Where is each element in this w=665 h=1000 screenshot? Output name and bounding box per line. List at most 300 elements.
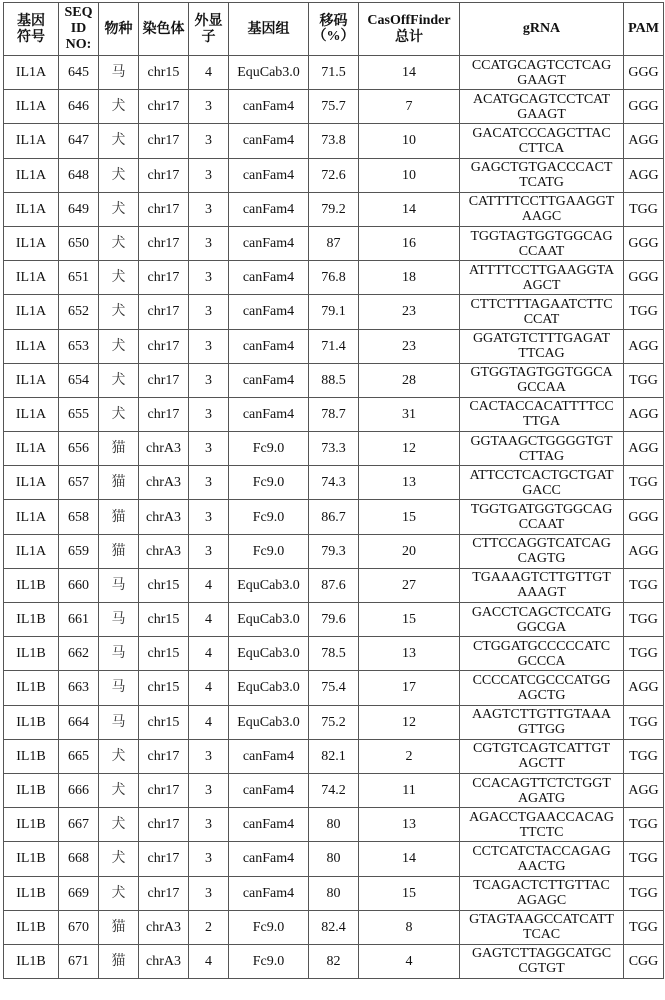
species-cell: 犬 [99, 158, 139, 192]
exon-cell: 3 [189, 842, 229, 876]
casoff-total-cell: 23 [359, 329, 460, 363]
frameshift-percent-cell: 75.7 [309, 90, 359, 124]
chromosome-cell: chr17 [139, 158, 189, 192]
column-header-line: PAM [628, 21, 659, 36]
column-header-line: CasOffFinder [367, 13, 451, 28]
grna-sequence-cell [460, 466, 624, 500]
species-cell: 马 [99, 705, 139, 739]
frameshift-percent-cell: 71.4 [309, 329, 359, 363]
frameshift-percent-cell: 79.3 [309, 534, 359, 568]
column-header-line: 移码 [319, 13, 348, 29]
casoff-total-cell: 16 [359, 226, 460, 260]
grna-sequence-line: AGCTG [517, 687, 566, 703]
exon-cell: 3 [189, 876, 229, 910]
grna-sequence-line: CATTTTCCTTGAAGGT [468, 194, 615, 210]
chromosome-cell: chrA3 [139, 910, 189, 944]
casoff-total-cell: 18 [359, 261, 460, 295]
grna-sequence-line: GTGGTAGTGGTGGCA [470, 365, 613, 381]
grna-sequence-cell [460, 397, 624, 431]
table-row [4, 671, 664, 705]
gene-symbol-cell: IL1B [4, 808, 59, 842]
gene-symbol-cell: IL1A [4, 226, 59, 260]
grna-sequence-cell [460, 90, 624, 124]
table-row [4, 261, 664, 295]
species-cell: 猫 [99, 944, 139, 978]
chromosome-cell: chr17 [139, 329, 189, 363]
exon-cell: 4 [189, 56, 229, 90]
pam-cell: GGG [624, 500, 664, 534]
column-header-line: 子 [201, 29, 216, 45]
frameshift-percent-cell: 71.5 [309, 56, 359, 90]
grna-sequence-line: ATTCCTCACTGCTGAT [469, 467, 614, 483]
casoff-total-cell: 13 [359, 808, 460, 842]
table-row [4, 705, 664, 739]
frameshift-percent-cell: 73.8 [309, 124, 359, 158]
grna-sequence-line: AAGTCTTGTTGTAAA [472, 707, 611, 723]
species-cell: 犬 [99, 124, 139, 158]
species-cell: 犬 [99, 329, 139, 363]
grna-sequence-line: CGTGT [518, 961, 565, 977]
grna-sequence-line: CAGTG [517, 551, 566, 567]
exon-cell: 3 [189, 363, 229, 397]
seq-id-cell: 667 [59, 808, 99, 842]
species-cell: 猫 [99, 910, 139, 944]
grna-sequence-cell [460, 363, 624, 397]
genome-assembly-cell: canFam4 [229, 226, 309, 260]
grna-sequence-line: GACCTCAGCTCCATG [471, 604, 612, 620]
casoff-total-cell: 28 [359, 363, 460, 397]
pam-cell: TGG [624, 466, 664, 500]
genome-assembly-cell: EquCab3.0 [229, 637, 309, 671]
chromosome-cell: chr17 [139, 876, 189, 910]
table-row [4, 808, 664, 842]
grna-sequence-cell [460, 637, 624, 671]
casoff-total-cell: 13 [359, 637, 460, 671]
chromosome-cell: chrA3 [139, 432, 189, 466]
gene-symbol-cell: IL1A [4, 295, 59, 329]
exon-cell: 4 [189, 705, 229, 739]
gene-symbol-cell: IL1A [4, 124, 59, 158]
frameshift-percent-cell: 79.2 [309, 192, 359, 226]
grna-sequence-line: AAGC [521, 209, 562, 225]
column-header-line: 总计 [395, 29, 423, 45]
table-body [4, 56, 664, 979]
table-row [4, 226, 664, 260]
genome-assembly-cell: Fc9.0 [229, 466, 309, 500]
grna-sequence-line: CCAAT [518, 243, 565, 259]
column-header-genome [229, 3, 309, 56]
species-cell: 犬 [99, 397, 139, 431]
casoff-total-cell: 14 [359, 842, 460, 876]
species-cell: 马 [99, 568, 139, 602]
seq-id-cell: 660 [59, 568, 99, 602]
grna-sequence-cell [460, 432, 624, 466]
grna-sequence-line: GGCGA [516, 619, 567, 635]
species-cell: 马 [99, 637, 139, 671]
seq-id-cell: 653 [59, 329, 99, 363]
grna-sequence-line: GAAGT [517, 72, 566, 88]
pam-cell: TGG [624, 876, 664, 910]
gene-symbol-cell: IL1B [4, 568, 59, 602]
casoff-total-cell: 31 [359, 397, 460, 431]
grna-sequence-line: AACTG [517, 858, 566, 874]
casoff-total-cell: 8 [359, 910, 460, 944]
frameshift-percent-cell: 82.1 [309, 739, 359, 773]
seq-id-cell: 648 [59, 158, 99, 192]
exon-cell: 3 [189, 295, 229, 329]
exon-cell: 3 [189, 397, 229, 431]
species-cell: 犬 [99, 90, 139, 124]
table-row [4, 500, 664, 534]
table-header [4, 3, 664, 56]
table-row [4, 192, 664, 226]
casoff-total-cell: 17 [359, 671, 460, 705]
exon-cell: 3 [189, 124, 229, 158]
seq-id-cell: 666 [59, 773, 99, 807]
pam-cell: TGG [624, 192, 664, 226]
table-row [4, 944, 664, 978]
frameshift-percent-cell: 87.6 [309, 568, 359, 602]
frameshift-percent-cell: 86.7 [309, 500, 359, 534]
species-cell: 犬 [99, 295, 139, 329]
casoff-total-cell: 27 [359, 568, 460, 602]
genome-assembly-cell: canFam4 [229, 739, 309, 773]
pam-cell: GGG [624, 226, 664, 260]
header-row [4, 3, 664, 56]
exon-cell: 4 [189, 637, 229, 671]
pam-cell: GGG [624, 56, 664, 90]
table-row [4, 158, 664, 192]
grna-sequence-cell [460, 124, 624, 158]
genome-assembly-cell: EquCab3.0 [229, 568, 309, 602]
genome-assembly-cell: canFam4 [229, 90, 309, 124]
grna-sequence-line: TTCAG [518, 346, 565, 362]
grna-sequence-line: CTTCCAGGTCATCAG [472, 536, 611, 552]
species-cell: 犬 [99, 876, 139, 910]
seq-id-cell: 654 [59, 363, 99, 397]
genome-assembly-cell: canFam4 [229, 876, 309, 910]
pam-cell: TGG [624, 568, 664, 602]
genome-assembly-cell: canFam4 [229, 808, 309, 842]
grna-sequence-line: TGAAAGTCTTGTTGT [472, 570, 611, 586]
gene-symbol-cell: IL1A [4, 261, 59, 295]
grna-sequence-line: CCAT [523, 311, 560, 327]
casoff-total-cell: 10 [359, 124, 460, 158]
pam-cell: AGG [624, 158, 664, 192]
species-cell: 马 [99, 671, 139, 705]
frameshift-percent-cell: 82.4 [309, 910, 359, 944]
exon-cell: 3 [189, 192, 229, 226]
gene-symbol-cell: IL1B [4, 739, 59, 773]
frameshift-percent-cell: 78.7 [309, 397, 359, 431]
species-cell: 犬 [99, 261, 139, 295]
genome-assembly-cell: canFam4 [229, 773, 309, 807]
casoff-total-cell: 2 [359, 739, 460, 773]
frameshift-percent-cell: 74.3 [309, 466, 359, 500]
chromosome-cell: chr15 [139, 568, 189, 602]
species-cell: 猫 [99, 500, 139, 534]
species-cell: 犬 [99, 192, 139, 226]
exon-cell: 3 [189, 534, 229, 568]
grna-sequence-line: GACATCCCAGCTTAC [472, 125, 611, 141]
exon-cell: 2 [189, 910, 229, 944]
pam-cell: TGG [624, 739, 664, 773]
pam-cell: TGG [624, 808, 664, 842]
frameshift-percent-cell: 82 [309, 944, 359, 978]
pam-cell: TGG [624, 363, 664, 397]
table-row [4, 739, 664, 773]
casoff-total-cell: 12 [359, 705, 460, 739]
frameshift-percent-cell: 80 [309, 808, 359, 842]
grna-sequence-line: AAAGT [517, 585, 566, 601]
grna-sequence-line: AGCTT [518, 756, 565, 772]
chromosome-cell: chr17 [139, 773, 189, 807]
grna-sequence-line: AGAGC [516, 893, 567, 909]
column-header-line: 染色体 [142, 21, 185, 37]
grna-sequence-cell [460, 739, 624, 773]
pam-cell: GGG [624, 261, 664, 295]
column-header-line: 基因 [17, 13, 45, 29]
exon-cell: 3 [189, 432, 229, 466]
exon-cell: 4 [189, 603, 229, 637]
seq-id-cell: 659 [59, 534, 99, 568]
species-cell: 犬 [99, 739, 139, 773]
genome-assembly-cell: EquCab3.0 [229, 671, 309, 705]
casoff-total-cell: 11 [359, 773, 460, 807]
exon-cell: 3 [189, 500, 229, 534]
table-row [4, 329, 664, 363]
seq-id-cell: 651 [59, 261, 99, 295]
casoff-total-cell: 14 [359, 56, 460, 90]
frameshift-percent-cell: 78.5 [309, 637, 359, 671]
table-row [4, 534, 664, 568]
seq-id-cell: 645 [59, 56, 99, 90]
exon-cell: 3 [189, 329, 229, 363]
column-header-line: ID [70, 21, 87, 36]
column-header-line: 外显 [194, 13, 223, 29]
table-row [4, 842, 664, 876]
frameshift-percent-cell: 75.4 [309, 671, 359, 705]
exon-cell: 3 [189, 158, 229, 192]
species-cell: 犬 [99, 773, 139, 807]
grna-sequence-cell [460, 192, 624, 226]
seq-id-cell: 661 [59, 603, 99, 637]
pam-cell: TGG [624, 842, 664, 876]
table-row [4, 910, 664, 944]
chromosome-cell: chr17 [139, 295, 189, 329]
genome-assembly-cell: canFam4 [229, 261, 309, 295]
gene-symbol-cell: IL1A [4, 500, 59, 534]
seq-id-cell: 664 [59, 705, 99, 739]
chromosome-cell: chr15 [139, 56, 189, 90]
grna-sequence-line: GTTGG [518, 722, 565, 738]
column-header-line: 基因组 [247, 21, 290, 37]
pam-cell: AGG [624, 329, 664, 363]
table-row [4, 466, 664, 500]
genome-assembly-cell: canFam4 [229, 842, 309, 876]
grna-sequence-cell [460, 603, 624, 637]
grna-sequence-line: CACTACCACATTTTCC [469, 399, 614, 415]
table-row [4, 876, 664, 910]
gene-symbol-cell: IL1A [4, 466, 59, 500]
grna-sequence-cell [460, 261, 624, 295]
column-header-casoff-total [359, 3, 460, 56]
frameshift-percent-cell: 87 [309, 226, 359, 260]
pam-cell: TGG [624, 637, 664, 671]
pam-cell: GGG [624, 90, 664, 124]
grna-sequence-line: GAAGT [517, 106, 566, 122]
grna-sequence-line: AGACCTGAACCACAG [469, 809, 614, 825]
column-header-line: （%） [312, 29, 355, 44]
seq-id-cell: 647 [59, 124, 99, 158]
grna-sequence-cell [460, 944, 624, 978]
grna-sequence-line: AGCT [522, 277, 561, 293]
grna-sequence-cell [460, 226, 624, 260]
pam-cell: TGG [624, 603, 664, 637]
casoff-total-cell: 14 [359, 192, 460, 226]
seq-id-cell: 652 [59, 295, 99, 329]
gene-symbol-cell: IL1B [4, 842, 59, 876]
chromosome-cell: chr17 [139, 90, 189, 124]
grna-sequence-cell [460, 876, 624, 910]
grna-sequence-line: CCTCATCTACCAGAG [472, 843, 611, 859]
grna-sequence-cell [460, 534, 624, 568]
seq-id-cell: 665 [59, 739, 99, 773]
column-header-line: 符号 [17, 29, 45, 45]
pam-cell: AGG [624, 397, 664, 431]
species-cell: 马 [99, 603, 139, 637]
table-row [4, 568, 664, 602]
grna-sequence-line: TGGTAGTGGTGGCAG [470, 228, 613, 244]
species-cell: 犬 [99, 226, 139, 260]
genome-assembly-cell: canFam4 [229, 295, 309, 329]
column-header-line: gRNA [522, 21, 561, 36]
exon-cell: 3 [189, 261, 229, 295]
grna-sequence-cell [460, 500, 624, 534]
chromosome-cell: chrA3 [139, 466, 189, 500]
grna-sequence-cell [460, 671, 624, 705]
chromosome-cell: chr17 [139, 226, 189, 260]
grna-sequence-cell [460, 568, 624, 602]
table-row [4, 124, 664, 158]
grna-data-table [3, 2, 664, 979]
grna-sequence-line: GTAGTAAGCCATCATT [469, 912, 614, 928]
seq-id-cell: 669 [59, 876, 99, 910]
exon-cell: 3 [189, 739, 229, 773]
seq-id-cell: 655 [59, 397, 99, 431]
frameshift-percent-cell: 79.1 [309, 295, 359, 329]
chromosome-cell: chr15 [139, 705, 189, 739]
chromosome-cell: chr17 [139, 808, 189, 842]
gene-symbol-cell: IL1B [4, 876, 59, 910]
species-cell: 犬 [99, 808, 139, 842]
grna-sequence-line: CTTCTTTAGAATCTTC [470, 296, 613, 312]
exon-cell: 4 [189, 944, 229, 978]
grna-sequence-line: ATTTTCCTTGAAGGTA [468, 262, 615, 278]
grna-sequence-line: TGGTGATGGTGGCAG [470, 502, 613, 518]
grna-sequence-cell [460, 705, 624, 739]
table-row [4, 363, 664, 397]
exon-cell: 3 [189, 808, 229, 842]
genome-assembly-cell: EquCab3.0 [229, 705, 309, 739]
gene-symbol-cell: IL1A [4, 432, 59, 466]
gene-symbol-cell: IL1B [4, 910, 59, 944]
seq-id-cell: 650 [59, 226, 99, 260]
grna-sequence-line: TTGA [523, 414, 560, 430]
casoff-total-cell: 7 [359, 90, 460, 124]
chromosome-cell: chr17 [139, 363, 189, 397]
grna-sequence-line: CCACAGTTCTCTGGT [472, 775, 611, 791]
genome-assembly-cell: canFam4 [229, 397, 309, 431]
grna-sequence-line: TCATG [519, 175, 564, 191]
grna-sequence-cell [460, 329, 624, 363]
table-row [4, 637, 664, 671]
casoff-total-cell: 10 [359, 158, 460, 192]
pam-cell: AGG [624, 773, 664, 807]
grna-sequence-line: CCATGCAGTCCTCAG [471, 57, 612, 73]
table-row [4, 773, 664, 807]
seq-id-cell: 671 [59, 944, 99, 978]
casoff-total-cell: 23 [359, 295, 460, 329]
casoff-total-cell: 15 [359, 876, 460, 910]
exon-cell: 4 [189, 568, 229, 602]
pam-cell: AGG [624, 671, 664, 705]
gene-symbol-cell: IL1A [4, 158, 59, 192]
seq-id-cell: 662 [59, 637, 99, 671]
pam-cell: TGG [624, 295, 664, 329]
casoff-total-cell: 15 [359, 500, 460, 534]
species-cell: 马 [99, 56, 139, 90]
gene-symbol-cell: IL1A [4, 534, 59, 568]
grna-sequence-line: TTCTC [519, 824, 564, 840]
grna-sequence-line: CCCCATCGCCCATGG [472, 672, 611, 688]
grna-sequence-line: CTTAG [518, 448, 565, 464]
genome-assembly-cell: EquCab3.0 [229, 56, 309, 90]
gene-symbol-cell: IL1A [4, 329, 59, 363]
grna-sequence-line: CCAAT [518, 517, 565, 533]
species-cell: 猫 [99, 466, 139, 500]
grna-sequence-line: GGATGTCTTTGAGAT [473, 331, 610, 347]
frameshift-percent-cell: 76.8 [309, 261, 359, 295]
casoff-total-cell: 4 [359, 944, 460, 978]
chromosome-cell: chr17 [139, 192, 189, 226]
column-header-exon [189, 3, 229, 56]
grna-sequence-line: GCCAA [517, 380, 566, 396]
exon-cell: 3 [189, 226, 229, 260]
species-cell: 猫 [99, 534, 139, 568]
grna-sequence-line: GACC [522, 482, 561, 498]
table-row [4, 603, 664, 637]
seq-id-cell: 646 [59, 90, 99, 124]
seq-id-cell: 657 [59, 466, 99, 500]
chromosome-cell: chr15 [139, 603, 189, 637]
grna-sequence-line: AGATG [518, 790, 565, 806]
pam-cell: TGG [624, 910, 664, 944]
chromosome-cell: chr15 [139, 637, 189, 671]
column-header-line: NO: [65, 37, 92, 52]
genome-assembly-cell: Fc9.0 [229, 534, 309, 568]
seq-id-cell: 658 [59, 500, 99, 534]
casoff-total-cell: 12 [359, 432, 460, 466]
gene-symbol-cell: IL1B [4, 944, 59, 978]
species-cell: 猫 [99, 432, 139, 466]
grna-sequence-line: ACATGCAGTCCTCAT [473, 91, 610, 107]
genome-assembly-cell: canFam4 [229, 363, 309, 397]
column-header-pam [624, 3, 664, 56]
gene-symbol-cell: IL1A [4, 56, 59, 90]
frameshift-percent-cell: 80 [309, 842, 359, 876]
exon-cell: 3 [189, 90, 229, 124]
